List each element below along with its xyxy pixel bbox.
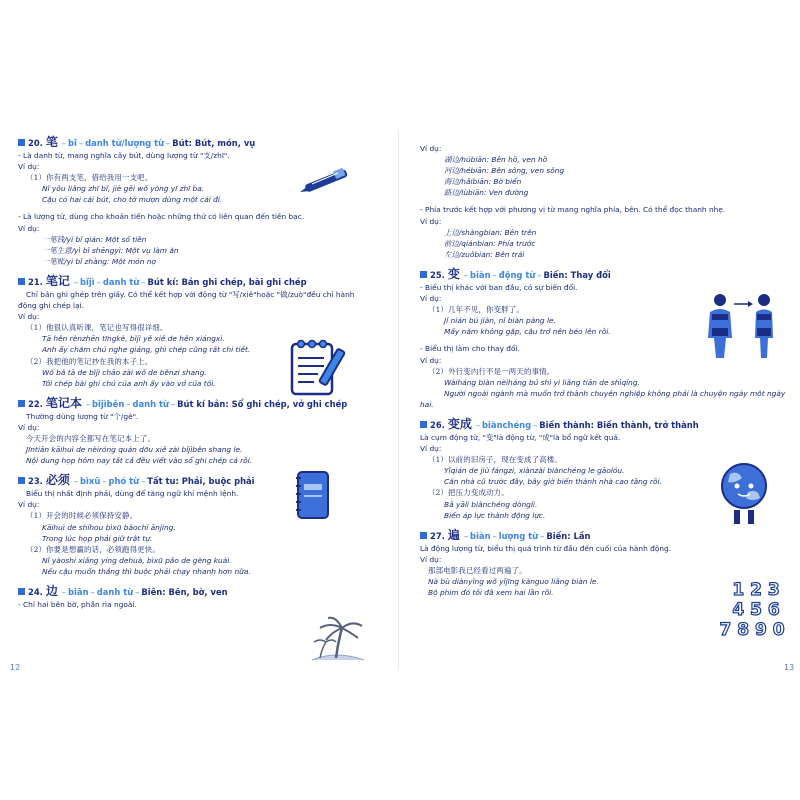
entry-hanzi: 笔记本 xyxy=(45,395,82,410)
example-chinese: 那部电影我已经看过两遍了。 xyxy=(428,565,527,575)
entry-hanzi: 边 xyxy=(45,584,58,598)
page-number: 13 xyxy=(784,663,795,672)
entry-meaning: Bút kí bản: Sổ ghi chép, vở ghi chép xyxy=(177,398,348,409)
entry-meaning: Biến: Thay đổi xyxy=(543,269,611,280)
example-pinyin: Kāihuì de shíhou bìxū bǎochí ānjìng. xyxy=(42,522,176,532)
list-item: 河边/hébiān: Bên sông, ven sông xyxy=(444,166,565,176)
entry-pinyin: biàn xyxy=(470,269,491,280)
entry-desc: - Biểu thị khác với ban đầu, có sự biến đổi. xyxy=(420,282,578,292)
example-pinyin: Bǎ yālì biànchéng dònglì. xyxy=(444,499,538,509)
right-page xyxy=(420,143,790,598)
example-chinese: （1）他很认真听课，笔记也写得很详细。 xyxy=(26,323,168,333)
entry-meaning: Bút: Bút, món, vụ xyxy=(172,138,256,148)
entry-pinyin: biànchéng xyxy=(482,419,532,430)
vidu-label: Ví dụ: xyxy=(420,144,442,153)
entry-pinyin: biān xyxy=(68,587,89,597)
entry-desc: - Là danh từ, mang nghĩa cây bút, dùng lượng từ "支/zhī". xyxy=(18,151,230,160)
vidu-label: Ví dụ: xyxy=(18,500,40,510)
entry-pinyin: biàn xyxy=(470,530,491,541)
entry-hanzi: 变 xyxy=(447,266,460,281)
example-translation: Biến áp lực thành động lực. xyxy=(444,510,546,520)
example-pinyin: Tā hěn rènzhēn tīngkè, bǐjì yě xiě de hěn xiángxì. xyxy=(42,334,225,344)
numbers-decoration xyxy=(719,580,786,640)
vidu-label: Ví dụ: xyxy=(420,294,442,304)
entry-pos: danh từ/lượng từ xyxy=(85,138,165,148)
vidu-label: Ví dụ: xyxy=(18,162,40,172)
square-bullet-icon xyxy=(18,400,25,407)
entry-heading-22: 22. 笔记本 – bǐjìběn – danh từ – Bút kí bản: Sổ ghi chép, vở ghi chép xyxy=(18,396,388,411)
example-chinese: （1）以前的旧房子，现在变成了高楼。 xyxy=(428,455,562,465)
body-change-icon xyxy=(704,290,780,362)
entry-desc: Là cụm động từ, "变"là động từ, "成"là bổ ngữ kết quả. xyxy=(420,432,621,442)
entry-heading-26: 26. 变成 – biànchéng – Biến thành: Biến thành, trở thành xyxy=(420,417,790,432)
entry-desc: động ghi chép lại. xyxy=(18,301,85,311)
entry-heading-23: 23. 必须 – bìxū – phó từ – Tất tu: Phải, buộc phải xyxy=(18,473,388,488)
entry-hanzi: 遍 xyxy=(447,527,460,542)
example-chinese: （1）开会的时候必须保持安静。 xyxy=(26,511,138,521)
list-item: 一笔生意/yì bǐ shēngyì: Một vụ làm ăn xyxy=(42,245,179,255)
list-item: 一笔钱/yì bǐ qián: Một số tiền xyxy=(42,234,147,244)
entry-heading-27: 27. 遍 – biàn – lượng từ – Biến: Lần xyxy=(420,528,790,543)
entry-number: 25. xyxy=(430,269,445,280)
entry-desc: Biểu thị nhất định phải, dùng để tăng ngữ khí mệnh lệnh. xyxy=(26,489,239,499)
example-translation: Trong lúc họp phải giữ trật tự. xyxy=(42,533,153,543)
vidu-label: Ví dụ: xyxy=(420,216,442,226)
entry-desc: - Là lượng từ, dùng cho khoản tiền hoặc những thứ có liên quan đến tiền bạc. xyxy=(18,212,305,222)
entry-pinyin: bǐjì xyxy=(80,276,95,287)
example-pinyin: Nà bù diànyǐng wǒ yǐjīng kànguo liǎng biàn le. xyxy=(428,577,599,586)
notebook-icon xyxy=(294,470,330,520)
entry-meaning: Tất tu: Phải, buộc phải xyxy=(147,476,255,487)
entry-pos: danh từ xyxy=(132,398,169,409)
vidu-label: Ví dụ: xyxy=(18,312,40,322)
entry-meaning: Biến: Lần xyxy=(546,530,591,541)
list-item: 前边/qiánbian: Phía trước xyxy=(444,238,536,248)
page-number: 12 xyxy=(10,663,21,672)
entry-pinyin: bǐjìběn xyxy=(92,398,125,409)
example-pinyin: Yǐqián de jiù fángzi, xiànzài biànchéng le gāolóu. xyxy=(444,466,625,476)
example-pinyin: Nǐ yǒu liǎng zhī bǐ, jiè gěi wǒ yòng yī zhī ba. xyxy=(42,184,205,194)
entry-desc: - Chỉ hai bên bờ, phần rìa ngoài. xyxy=(18,600,137,609)
pen-icon xyxy=(298,162,358,198)
list-item: 上边/shàngbian: Bên trên xyxy=(444,227,537,237)
example-chinese: （2）把压力变成动力。 xyxy=(428,488,509,498)
square-bullet-icon xyxy=(420,421,427,428)
example-chinese: （2）外行变内行不是一两天的事情。 xyxy=(428,366,555,376)
entry-number: 23. xyxy=(28,476,43,487)
entry-desc: - Biểu thị làm cho thay đổi. xyxy=(420,344,520,354)
list-item: 海边/hǎibiān: Bờ biển xyxy=(444,177,522,187)
entry-number: 26. xyxy=(430,419,445,430)
entry-desc: - Phía trước kết hợp với phương vị từ mang nghĩa phía, bên. Có thể đọc thanh nhẹ. xyxy=(420,205,726,215)
example-translation: Căn nhà cũ trước đây, bây giờ biến thành nhà cao tầng rồi. xyxy=(444,477,662,487)
example-chinese: 今天开会的内容全都写在笔记本上了。 xyxy=(26,433,156,443)
entry-desc: Là động lượng từ, biểu thị quá trình từ đầu đến cuối của hành động. xyxy=(420,543,672,553)
example-translation: Người ngoài ngành mà muốn trở thành chuyên nghiệp không phải là chuyện ngày một ngày xyxy=(444,388,786,398)
list-item: 左边/zuǒbian: Bên trái xyxy=(444,249,525,259)
entry-pos: lượng từ xyxy=(498,530,539,541)
entry-number: 20. xyxy=(28,138,43,148)
entry-number: 22. xyxy=(28,398,43,409)
example-translation: Mấy năm không gặp, cậu trở nên béo lên rồi. xyxy=(444,327,611,337)
notepad-icon xyxy=(286,334,350,398)
page-gutter xyxy=(398,130,399,670)
entry-hanzi: 笔 xyxy=(45,135,58,149)
entry-meaning: Biên: Bên, bờ, ven xyxy=(141,587,228,597)
vidu-label: Ví dụ: xyxy=(18,422,40,432)
entry-heading-24: 24. 边 – biān – danh từ – Biên: Bên, bờ, ven xyxy=(18,584,388,599)
numbers-row: 4 5 6 xyxy=(732,600,780,620)
example-chinese: （1）几年不见，你变胖了。 xyxy=(428,305,524,315)
entry-number: 21. xyxy=(28,276,43,287)
square-bullet-icon xyxy=(420,532,427,539)
square-bullet-icon xyxy=(18,477,25,484)
example-translation: Bộ phim đó tôi đã xem hai lần rồi. xyxy=(428,588,554,598)
entry-pos: phó từ xyxy=(108,476,140,487)
entry-hanzi: 笔记 xyxy=(45,273,70,288)
list-item: 一笔账/yì bǐ zhàng: Một món nợ xyxy=(42,256,156,266)
square-bullet-icon xyxy=(18,278,25,285)
entry-hanzi: 必须 xyxy=(45,473,70,488)
example-translation: Nội dung họp hôm nay tất cả đều viết vào sổ ghi chép cả rồi. xyxy=(26,456,253,466)
example-pinyin: Jīntiān kāihuì de nèiróng quán dōu xiě zài bǐjìběn shang le. xyxy=(26,445,243,455)
example-translation: Tôi chép bài ghi chú của anh ấy vào vở của tôi. xyxy=(42,378,216,388)
entry-pos: động từ xyxy=(498,269,536,280)
earth-character-icon xyxy=(716,462,774,528)
entry-hanzi: 变成 xyxy=(447,416,472,431)
entry-meaning: Biến thành: Biến thành, trở thành xyxy=(539,419,699,430)
entry-pinyin: bǐ xyxy=(68,138,77,148)
entry-pos: danh từ xyxy=(102,276,140,287)
numbers-row: 1 2 3 xyxy=(732,580,780,600)
example-translation: hai. xyxy=(420,399,434,409)
square-bullet-icon xyxy=(18,588,25,595)
numbers-row: 7 8 9 0 xyxy=(719,620,785,640)
example-pinyin: Wàiháng biàn nèiháng bú shì yì liǎng tiān de shìqíng. xyxy=(444,377,640,387)
vidu-label: Ví dụ: xyxy=(420,444,442,454)
vidu-label: Ví dụ: xyxy=(420,355,442,365)
example-pinyin: Jǐ nián bú jiàn, nǐ biàn pàng le. xyxy=(444,316,556,326)
square-bullet-icon xyxy=(420,271,427,278)
entry-heading-25: 25. 变 – biàn – động từ – Biến: Thay đổi xyxy=(420,267,790,282)
example-translation: Nếu cậu muốn thắng thì buộc phải chạy nhanh hơn nữa. xyxy=(42,566,251,576)
vidu-label: Ví dụ: xyxy=(18,223,40,233)
entry-pinyin: bìxū xyxy=(80,476,101,487)
vidu-label: Ví dụ: xyxy=(420,554,442,564)
example-pinyin: Nǐ yàoshi xiǎng yíng dehuà, bìxū pǎo de gèng kuài. xyxy=(42,555,232,565)
entry-pos: danh từ xyxy=(96,587,134,597)
entry-meaning: Bút kí: Bản ghi chép, bài ghi chép xyxy=(147,276,307,287)
palm-tree-beach-icon xyxy=(306,614,368,664)
example-chinese: （2）你要是想赢的话，必须跑得更快。 xyxy=(26,544,160,554)
list-item: 湖边/húbiān: Bên hồ, ven hồ xyxy=(444,155,548,165)
list-item: 路边/lùbiān: Ven đường xyxy=(444,188,529,198)
entry-desc: Thường dùng lượng từ "个/gè". xyxy=(26,411,139,421)
example-translation: Cậu có hai cái bút, cho tớ mượn dùng một cái đi. xyxy=(42,195,223,205)
entry-number: 27. xyxy=(430,530,445,541)
entry-desc: Chỉ bản ghi ghép trên giấy. Có thể kết hợp với động từ "写/xiě"hoặc "做/zuò"đều chỉ hành xyxy=(26,289,355,299)
example-translation: Anh ấy chăm chú nghe giảng, ghi chép cũng rất chi tiết. xyxy=(42,345,251,355)
example-pinyin: Wǒ bǎ tā de bǐjì chāo zài wǒ de běnzi shang. xyxy=(42,367,207,377)
example-chinese: （1）你有两支笔，借给我用一支吧。 xyxy=(26,173,153,183)
example-chinese: （2）我把他的笔记抄在我的本子上。 xyxy=(26,356,153,366)
entry-number: 24. xyxy=(28,587,43,597)
entry-heading-21: 21. 笔记 – bǐjì – danh từ – Bút kí: Bản ghi chép, bài ghi chép xyxy=(18,274,388,289)
square-bullet-icon xyxy=(18,139,25,146)
entry-heading-20: 20. 笔 – bǐ – danh từ/lượng từ – Bút: Bút, món, vụ xyxy=(18,135,388,150)
